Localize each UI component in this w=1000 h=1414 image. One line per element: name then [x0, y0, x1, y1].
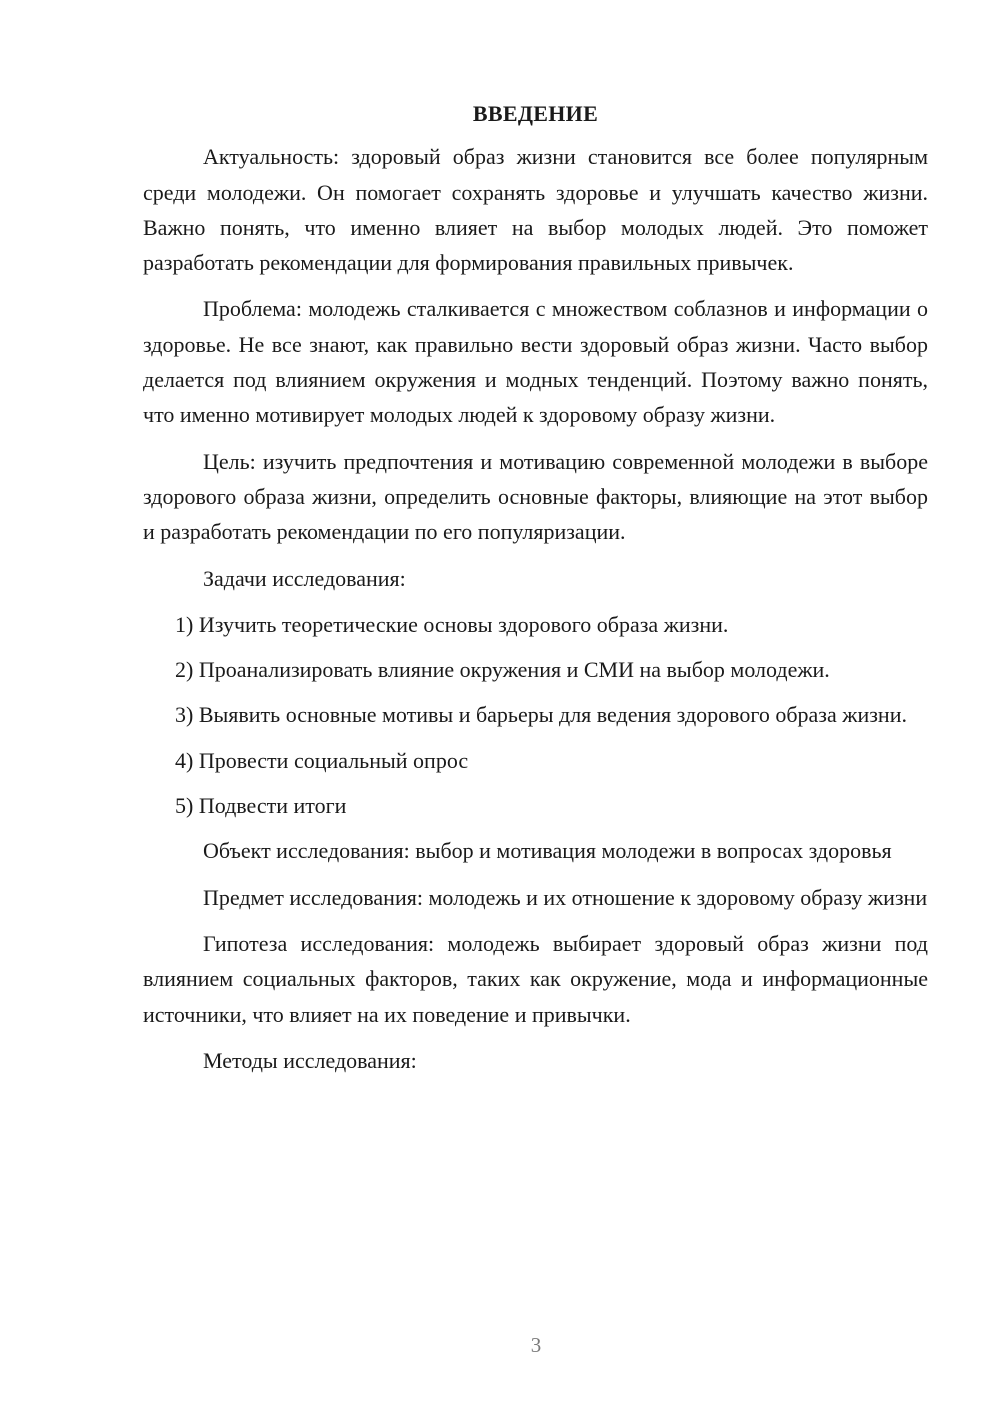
- paragraph-object: Объект исследования: выбор и мотивация молодежи в вопросах здоровья: [203, 838, 892, 864]
- paragraph-tasks-heading: Задачи исследования:: [203, 565, 406, 591]
- paragraph-goal: Цель: изучить предпочтения и мотивацию современной молодежи в выборе здорового образа жизни, определить основные факторы, влияющие на этот выбор и разработать рекомендации по его популяризации.: [143, 448, 928, 545]
- page-content: [143, 96, 928, 1089]
- task-item-1: 1) Изучить теоретические основы здорового образа жизни.: [175, 611, 729, 637]
- page-number: 3: [530, 1333, 542, 1357]
- task-item-4: 4) Провести социальный опрос: [175, 747, 469, 773]
- task-item-5: 5) Подвести итоги: [175, 793, 347, 819]
- paragraph-methods: Методы исследования:: [203, 1047, 417, 1073]
- task-item-3: 3) Выявить основные мотивы и барьеры для ведения здорового образа жизни.: [175, 702, 907, 728]
- paragraph-subject: Предмет исследования: молодежь и их отношение к здоровому образу жизни: [203, 884, 928, 910]
- paragraph-problem: Проблема: молодежь сталкивается с множеством соблазнов и информации о здоровье. Не все знают, как правильно вести здоровый образ жизни. Часто выбор делается под влиянием окружения и модных тенденций. Поэтому важно понять, что именно мотивирует молодых людей к здоровому образу жизни.: [143, 296, 928, 428]
- paragraph-relevance: Актуальность: здоровый образ жизни становится все более популярным среди молодежи. Он помогает сохранять здоровье и улучшать качество жизни. Важно понять, что именно влияет на выбор молодых людей. Это поможет разработать рекомендации для формирования правильных привычек.: [143, 144, 928, 276]
- task-item-2: 2) Проанализировать влияние окружения и СМИ на выбор молодежи.: [175, 657, 830, 683]
- section-title: ВВЕДЕНИЕ: [472, 101, 599, 126]
- paragraph-hypothesis: Гипотеза исследования: молодежь выбирает здоровый образ жизни под влиянием социальных факторов, таких как окружение, мода и информационные источники, что влияет на их поведение и привычки.: [143, 930, 928, 1027]
